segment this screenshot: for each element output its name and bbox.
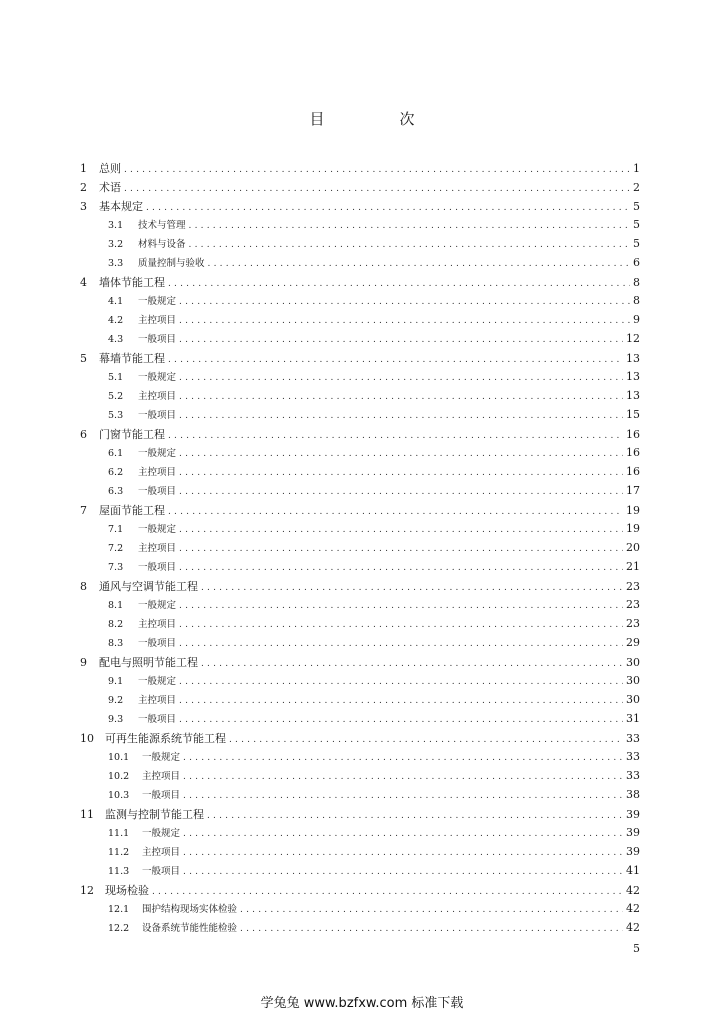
toc-chapter-entry[interactable] [80,426,640,445]
toc-entry-label: 一般规定 [138,676,177,687]
toc-entry-label: 配电与照明节能工程 [99,656,198,669]
toc-entry-number: 7.3 [108,562,124,573]
toc-leader-dots [179,411,623,421]
toc-section-entry[interactable] [80,331,640,350]
toc-entry-label: 一般项目 [138,638,177,649]
toc-entry-label: 材料与设备 [138,239,186,250]
toc-leader-dots [179,620,623,630]
toc-entry-label: 一般项目 [142,790,181,801]
toc-entry-page: 20 [626,541,640,554]
toc-entry-label: 主控项目 [138,619,177,630]
toc-entry-number: 4.3 [108,334,124,345]
toc-entry-label: 一般规定 [138,600,177,611]
toc-entry-number: 6.3 [108,486,124,497]
toc-entry-page: 15 [626,408,640,421]
toc-entry-number: 3.3 [108,258,124,269]
toc-section-entry[interactable] [80,369,640,388]
toc-entry-number: 9.3 [108,714,124,725]
toc-entry-label: 幕墙节能工程 [99,352,165,365]
toc-leader-dots [240,924,623,934]
toc-entry-number: 4.1 [108,296,124,307]
toc-entry-label: 主控项目 [138,315,177,326]
toc-section-entry[interactable] [80,616,640,635]
toc-entry-number: 12.1 [108,904,130,915]
toc-entry-label: 一般规定 [142,828,181,839]
toc-section-entry[interactable] [80,787,640,806]
toc-chapter-entry[interactable] [80,274,640,293]
toc-entry-number: 9 [80,656,87,669]
toc-leader-dots [179,487,623,497]
table-of-contents [80,160,640,939]
toc-section-entry[interactable] [80,901,640,920]
toc-entry-page: 2 [633,181,640,194]
toc-entry-page: 12 [626,332,640,345]
toc-entry-page: 5 [633,200,640,213]
toc-section-entry[interactable] [80,635,640,654]
toc-section-entry[interactable] [80,236,640,255]
toc-entry-page: 33 [626,732,640,745]
toc-leader-dots [179,639,623,649]
toc-chapter-entry[interactable] [80,806,640,825]
toc-leader-dots [146,203,630,213]
toc-entry-page: 13 [626,370,640,383]
toc-entry-number: 2 [80,181,87,194]
toc-entry-label: 主控项目 [142,847,181,858]
toc-section-entry[interactable] [80,293,640,312]
toc-entry-number: 10.1 [108,752,130,763]
toc-leader-dots [179,468,623,478]
toc-section-entry[interactable] [80,673,640,692]
toc-chapter-entry[interactable] [80,160,640,179]
toc-entry-number: 11.2 [108,847,130,858]
toc-entry-page: 21 [626,560,640,573]
toc-entry-label: 设备系统节能性能检验 [142,923,238,934]
toc-entry-number: 8.3 [108,638,124,649]
toc-entry-label: 通风与空调节能工程 [99,580,198,593]
toc-entry-label: 门窗节能工程 [99,428,165,441]
toc-entry-number: 4.2 [108,315,124,326]
toc-leader-dots [183,829,623,839]
toc-leader-dots [189,221,630,231]
toc-leader-dots [179,677,623,687]
toc-entry-page: 8 [633,276,640,289]
toc-leader-dots [179,544,623,554]
toc-entry-label: 技术与管理 [138,220,186,231]
toc-leader-dots [179,392,623,402]
toc-entry-page: 16 [626,428,640,441]
toc-leader-dots [201,583,623,593]
toc-leader-dots [179,715,623,725]
toc-entry-label: 主控项目 [138,391,177,402]
toc-entry-label: 一般项目 [138,334,177,345]
toc-section-entry[interactable] [80,692,640,711]
page-number: 5 [633,942,640,955]
toc-entry-label: 一般项目 [142,866,181,877]
toc-entry-number: 1 [80,162,87,175]
toc-leader-dots [152,887,623,897]
toc-leader-dots [179,335,623,345]
toc-leader-dots [201,659,623,669]
toc-entry-page: 42 [626,921,640,934]
toc-entry-number: 7.1 [108,524,124,535]
toc-entry-label: 主控项目 [138,543,177,554]
toc-entry-number: 11.3 [108,866,130,877]
toc-chapter-entry[interactable] [80,882,640,901]
toc-leader-dots [183,753,623,763]
toc-entry-number: 8.1 [108,600,124,611]
toc-leader-dots [179,316,630,326]
toc-section-entry[interactable] [80,540,640,559]
toc-section-entry[interactable] [80,559,640,578]
toc-leader-dots [179,601,623,611]
toc-entry-number: 6.2 [108,467,124,478]
toc-entry-label: 术语 [99,181,121,194]
toc-leader-dots [240,905,623,915]
toc-entry-page: 23 [626,617,640,630]
toc-chapter-entry[interactable] [80,179,640,198]
toc-leader-dots [168,279,630,289]
toc-title: 目 次 [309,110,445,128]
toc-entry-label: 墙体节能工程 [99,276,165,289]
toc-leader-dots [124,165,630,175]
toc-entry-page: 33 [626,750,640,763]
toc-section-entry[interactable] [80,844,640,863]
toc-leader-dots [189,240,630,250]
toc-leader-dots [183,848,623,858]
toc-leader-dots [208,259,630,269]
toc-entry-page: 8 [633,294,640,307]
toc-entry-label: 监测与控制节能工程 [105,808,204,821]
toc-entry-label: 现场检验 [105,884,149,897]
toc-section-entry[interactable] [80,749,640,768]
toc-entry-page: 5 [633,237,640,250]
toc-entry-number: 7 [80,504,87,517]
toc-section-entry[interactable] [80,407,640,426]
toc-entry-label: 基本规定 [99,200,143,213]
toc-leader-dots [179,297,630,307]
toc-entry-number: 5.3 [108,410,124,421]
toc-entry-number: 9.2 [108,695,124,706]
toc-entry-label: 主控项目 [138,467,177,478]
toc-section-entry[interactable] [80,312,640,331]
toc-leader-dots [124,184,630,194]
toc-entry-number: 6.1 [108,448,124,459]
toc-entry-number: 4 [80,276,87,289]
toc-entry-page: 17 [626,484,640,497]
toc-entry-label: 主控项目 [138,695,177,706]
toc-entry-number: 5.2 [108,391,124,402]
toc-entry-label: 主控项目 [142,771,181,782]
toc-entry-label: 一般规定 [138,372,177,383]
toc-entry-page: 29 [626,636,640,649]
toc-entry-page: 42 [626,902,640,915]
toc-entry-number: 11 [80,808,94,821]
toc-entry-page: 42 [626,884,640,897]
toc-section-entry[interactable] [80,464,640,483]
toc-chapter-entry[interactable] [80,730,640,749]
toc-section-entry[interactable] [80,255,640,274]
toc-section-entry[interactable] [80,445,640,464]
toc-entry-number: 6 [80,428,87,441]
toc-entry-label: 质量控制与验收 [138,258,205,269]
toc-section-entry[interactable] [80,483,640,502]
toc-entry-label: 屋面节能工程 [99,504,165,517]
toc-leader-dots [183,867,623,877]
toc-entry-page: 13 [626,352,640,365]
toc-section-entry[interactable] [80,920,640,939]
toc-entry-page: 33 [626,769,640,782]
toc-leader-dots [179,525,623,535]
toc-entry-number: 5.1 [108,372,124,383]
toc-entry-number: 12.2 [108,923,130,934]
toc-entry-number: 12 [80,884,94,897]
toc-entry-page: 9 [633,313,640,326]
toc-entry-page: 39 [626,845,640,858]
toc-entry-label: 一般规定 [138,296,177,307]
toc-entry-label: 一般规定 [142,752,181,763]
toc-entry-page: 23 [626,598,640,611]
toc-leader-dots [168,507,623,517]
toc-leader-dots [207,811,623,821]
toc-section-entry[interactable] [80,388,640,407]
toc-leader-dots [179,449,623,459]
toc-entry-number: 11.1 [108,828,130,839]
toc-leader-dots [179,696,623,706]
toc-leader-dots [179,373,623,383]
toc-entry-label: 一般项目 [138,486,177,497]
toc-entry-label: 一般项目 [138,410,177,421]
toc-entry-number: 3 [80,200,87,213]
toc-entry-page: 23 [626,580,640,593]
toc-entry-page: 16 [626,446,640,459]
toc-entry-number: 10.3 [108,790,130,801]
toc-leader-dots [168,355,623,365]
toc-entry-number: 3.1 [108,220,124,231]
toc-entry-label: 一般规定 [138,448,177,459]
toc-entry-label: 一般项目 [138,714,177,725]
toc-entry-page: 30 [626,693,640,706]
toc-entry-page: 30 [626,656,640,669]
toc-entry-page: 31 [626,712,640,725]
toc-entry-page: 16 [626,465,640,478]
toc-section-entry[interactable] [80,597,640,616]
toc-entry-number: 10.2 [108,771,130,782]
toc-leader-dots [183,791,623,801]
toc-entry-label: 一般规定 [138,524,177,535]
toc-leader-dots [183,772,623,782]
toc-entry-page: 19 [626,504,640,517]
toc-entry-label: 一般项目 [138,562,177,573]
toc-entry-number: 9.1 [108,676,124,687]
toc-entry-page: 5 [633,218,640,231]
toc-entry-page: 39 [626,808,640,821]
toc-entry-label: 可再生能源系统节能工程 [105,732,226,745]
toc-chapter-entry[interactable] [80,198,640,217]
toc-leader-dots [168,431,623,441]
toc-entry-number: 7.2 [108,543,124,554]
toc-section-entry[interactable] [80,217,640,236]
toc-section-entry[interactable] [80,825,640,844]
toc-section-entry[interactable] [80,768,640,787]
toc-entry-number: 5 [80,352,87,365]
toc-entry-page: 6 [633,256,640,269]
toc-chapter-entry[interactable] [80,654,640,673]
toc-entry-number: 8 [80,580,87,593]
toc-leader-dots [229,735,623,745]
toc-entry-label: 围护结构现场实体检验 [142,904,238,915]
toc-entry-page: 41 [626,864,640,877]
toc-entry-number: 10 [80,732,94,745]
toc-entry-number: 3.2 [108,239,124,250]
toc-chapter-entry[interactable] [80,578,640,597]
toc-entry-label: 总则 [99,162,121,175]
toc-section-entry[interactable] [80,863,640,882]
toc-section-entry[interactable] [80,521,640,540]
toc-chapter-entry[interactable] [80,350,640,369]
toc-entry-page: 1 [633,162,640,175]
toc-entry-page: 13 [626,389,640,402]
toc-entry-page: 39 [626,826,640,839]
toc-entry-page: 38 [626,788,640,801]
toc-entry-page: 19 [626,522,640,535]
toc-entry-number: 8.2 [108,619,124,630]
toc-entry-page: 30 [626,674,640,687]
footer-watermark: 学兔兔 www.bzfxw.com 标准下载 [260,996,464,1011]
toc-leader-dots [179,563,623,573]
toc-chapter-entry[interactable] [80,502,640,521]
toc-section-entry[interactable] [80,711,640,730]
